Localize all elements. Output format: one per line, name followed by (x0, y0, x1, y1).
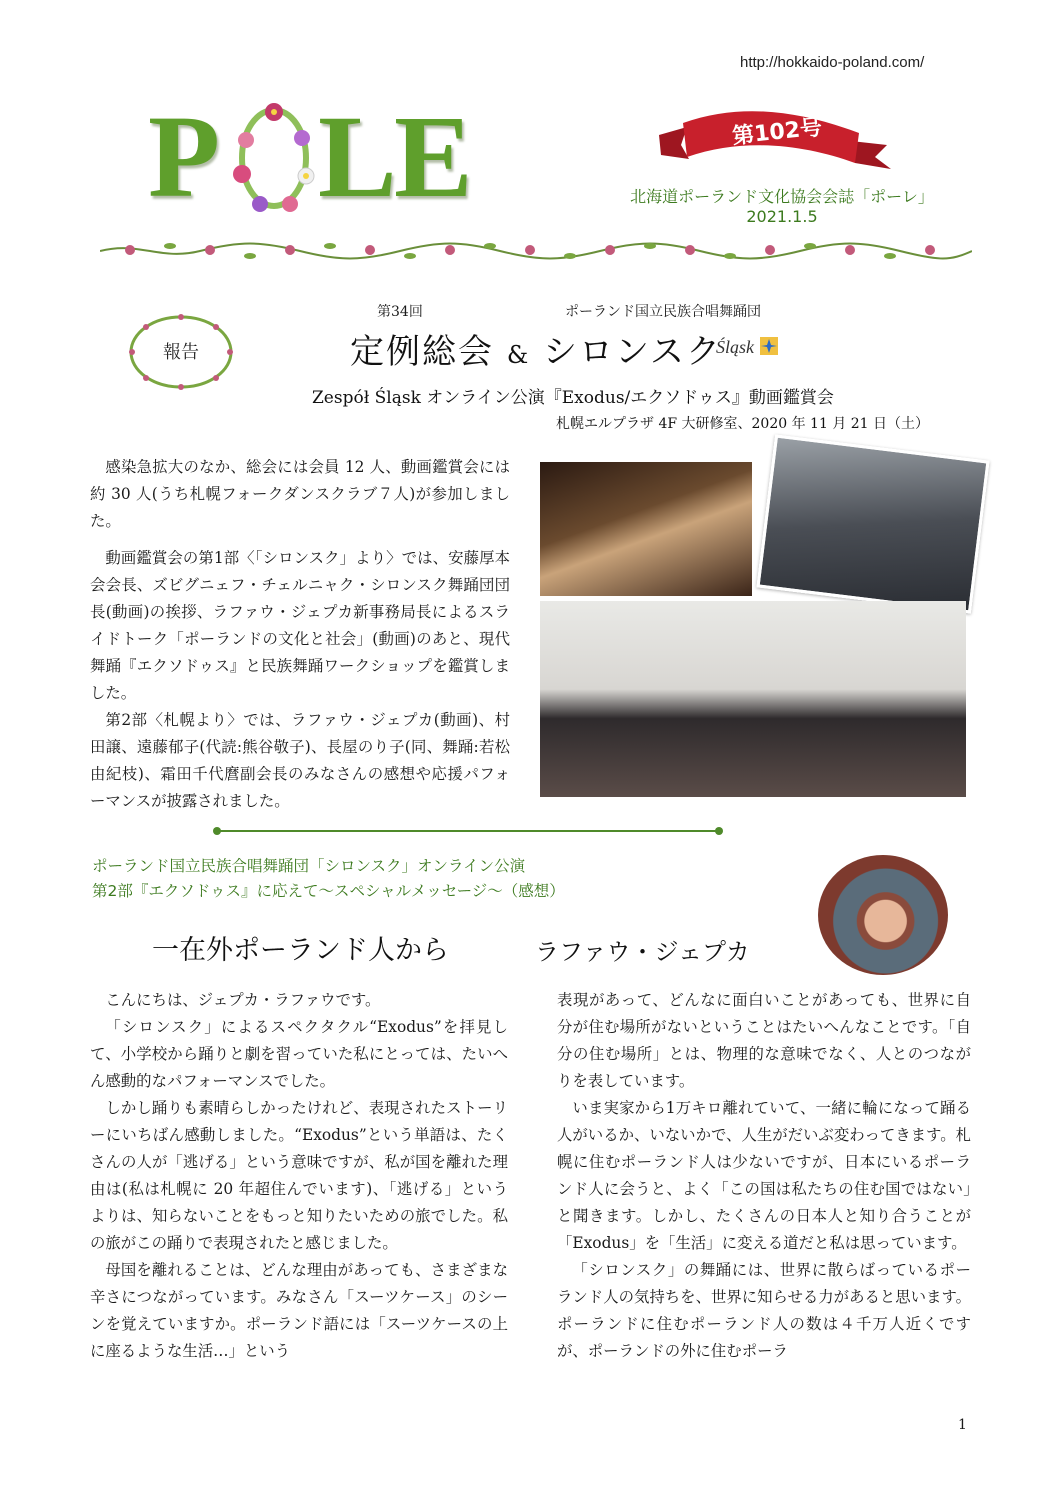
author-portrait (818, 855, 948, 975)
slask-logo-text: Śląsk (716, 337, 754, 357)
article-column-right (557, 987, 971, 1365)
report-subtitle: Zespół Śląsk オンライン公演『Exodus/エクソドゥス』動画鑑賞会 (312, 388, 834, 408)
report-paragraph: 感染急拡大のなか、総会には会員 12 人、動画鑑賞会には約 30 人(うち札幌フォークダンスクラブ７人)が参加しました。 (90, 458, 510, 530)
logo-letter-p: P (148, 91, 221, 222)
slask-logo (716, 336, 779, 358)
title-part2: シロンスク (543, 332, 722, 372)
organization-label: ポーランド国立民族合唱舞踊団 (565, 304, 761, 320)
page-number: 1 (958, 1417, 967, 1433)
issue-number: 第102号 (731, 115, 824, 150)
report-badge (126, 312, 236, 392)
flower-wreath-o-icon (230, 100, 318, 216)
logo-letter-l: L (318, 91, 397, 222)
screening-room-photo (756, 434, 989, 613)
logo-letter-e: E (394, 91, 473, 222)
website-url[interactable]: http://hokkaido-poland.com/ (740, 54, 925, 71)
article-paragraph: 母国を離れることは、どんな理由があっても、さまざまな辛さにつながっています。みなさん「スーツケース」のシーンを覚えていますか。ポーランド語には「スーツケースの上に座るような生活…」という (90, 1261, 508, 1360)
magazine-title: 北海道ポーランド文化協会会誌「ポーレ」 (630, 187, 934, 206)
vine-divider (100, 236, 972, 266)
article-paragraph: 「シロンスク」の舞踊には、世界に散らばっているポーランド人の気持ちを、世界に知らせる力があると思います。ポーランドに住むポーランド人の数は４千万人近くですが、ポーランドの外に住むポーラ (557, 1261, 971, 1360)
article-title: 一在外ポーランド人から (152, 935, 449, 966)
meeting-number: 第34回 (377, 304, 423, 320)
report-venue: 札幌エルプラザ 4F 大研修室、2020 年 11 月 21 日（土） (556, 416, 930, 432)
article-author: ラファウ・ジェプカ (535, 938, 750, 966)
article-column-left (90, 987, 508, 1365)
issue-ribbon (655, 105, 905, 175)
title-ampersand: & (506, 341, 531, 369)
article-header-line: ポーランド国立民族合唱舞踊団「シロンスク」オンライン公演 (92, 857, 526, 875)
title-part1: 定例総会 (350, 332, 494, 372)
section-divider (212, 826, 724, 836)
article-header (92, 854, 565, 904)
article-paragraph: しかし踊りも素晴らしかったけれど、表現されたストーリーにいちばん感動しました。“Exodus”という単語は、たくさんの人が「逃げる」という意味ですが、私が国を離れた理由は(私は札幌に 20 年超住んでいます)、「逃げる」というよりは、知らないことをもっと知りたいための旅でした。私の旅がこの踊りで表現されたと感じました。 (90, 1099, 508, 1252)
article-paragraph: こんにちは、ジェプカ・ラファウです。 (105, 991, 381, 1009)
report-label: 報告 (163, 342, 199, 363)
report-title (350, 324, 722, 373)
article-header-line: 第2部『エクソドゥス』に応えて～スペシャルメッセージ～（感想） (92, 882, 565, 900)
article-paragraph: 「シロンスク」によるスペクタクル“Exodus”を拝見して、小学校から踊りと劇を習っていた私にとっては、たいへん感動的なパフォーマンスでした。 (90, 1018, 508, 1090)
dance-performance-photo (540, 462, 752, 596)
report-paragraph: 第2部〈札幌より〉では、ラファウ・ジェプカ(動画)、村田譲、遠藤郁子(代読:熊谷敬子)、長屋のり子(同、舞踊:若松由紀枝)、霜田千代麿副会長のみなさんの感想や応援パフォーマンスが披露されました。 (90, 711, 510, 810)
pole-logo (148, 91, 488, 222)
group-photo (540, 601, 966, 797)
report-body (90, 454, 510, 815)
article-paragraph: 表現があって、どんなに面白いことがあっても、世界に自分が住む場所がないということはたいへんなことです。「自分の住む場所」とは、物理的な意味でなく、人とのつながりを表しています。 (557, 991, 971, 1090)
issue-date: 2021.1.5 (746, 207, 818, 226)
report-paragraph: 動画鑑賞会の第1部〈「シロンスク」より〉では、安藤厚本会会長、ズビグニェフ・チェルニャク・シロンスク舞踊団団長(動画)の挨拶、ラファウ・ジェプカ新事務局長によるスライドトーク「ポーランドの文化と社会」(動画)のあと、現代舞踊『エクソドゥス』と民族舞踊ワークショップを鑑賞しました。 (90, 549, 510, 702)
slask-emblem-icon (759, 336, 779, 356)
article-paragraph: いま実家から1万キロ離れていて、一緒に輪になって踊る人がいるか、いないかで、人生がだいぶ変わってきます。札幌に住むポーランド人は少ないですが、日本にいるポーランド人に会うと、よく「この国は私たちの住む国ではない」と聞きます。しかし、たくさんの日本人と知り合うことが「Exodus」を「生活」に変える道だと私は思っています。 (557, 1099, 971, 1252)
